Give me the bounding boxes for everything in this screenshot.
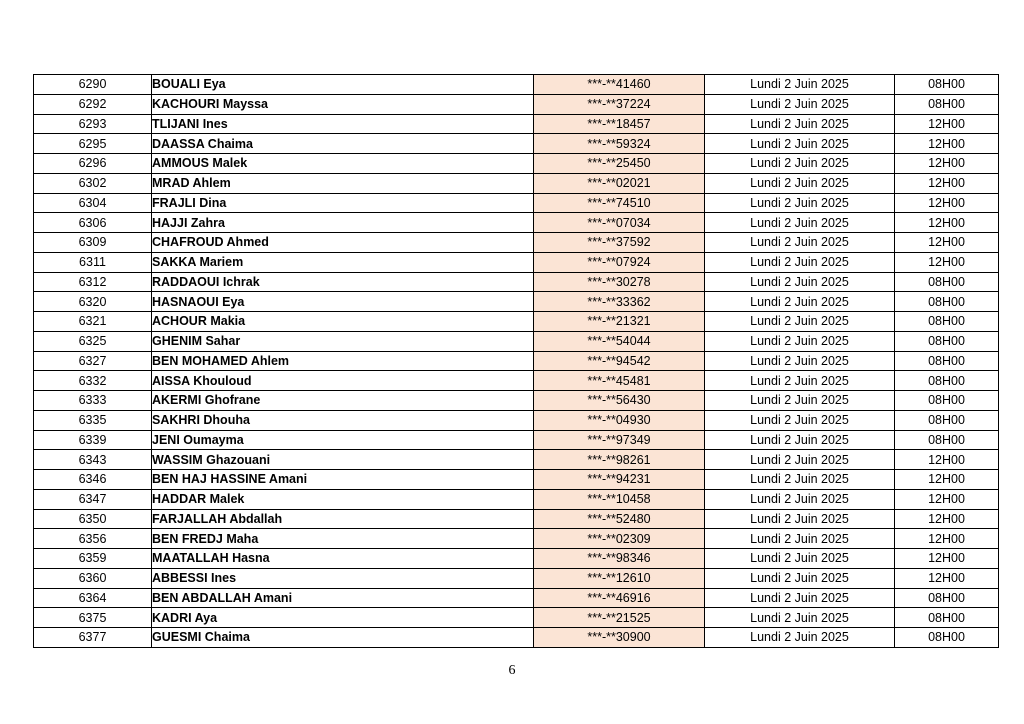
masked-id-cell: ***-**10458 <box>534 489 705 509</box>
table-row <box>34 292 999 312</box>
row-number-cell: 6327 <box>34 351 152 371</box>
masked-id-cell: ***-**97349 <box>534 430 705 450</box>
table-row <box>34 568 999 588</box>
exam-time-cell: 08H00 <box>895 391 999 411</box>
table-row <box>34 391 999 411</box>
masked-id-cell: ***-**25450 <box>534 154 705 174</box>
masked-id-cell: ***-**07034 <box>534 213 705 233</box>
exam-time-cell: 08H00 <box>895 272 999 292</box>
table-row <box>34 509 999 529</box>
row-number-cell: 6312 <box>34 272 152 292</box>
masked-id-cell: ***-**02021 <box>534 173 705 193</box>
exam-date-cell: Lundi 2 Juin 2025 <box>705 450 895 470</box>
exam-time-cell: 12H00 <box>895 509 999 529</box>
candidate-name-cell: DAASSA Chaima <box>152 134 534 154</box>
table-row <box>34 430 999 450</box>
exam-time-cell: 08H00 <box>895 292 999 312</box>
page-number: 6 <box>508 663 516 678</box>
exam-date-cell: Lundi 2 Juin 2025 <box>705 272 895 292</box>
candidate-name-cell: ABBESSI Ines <box>152 568 534 588</box>
exam-time-cell: 12H00 <box>895 114 999 134</box>
exam-date-cell: Lundi 2 Juin 2025 <box>705 252 895 272</box>
candidate-name-cell: JENI Oumayma <box>152 430 534 450</box>
exam-time-cell: 12H00 <box>895 173 999 193</box>
row-number-cell: 6293 <box>34 114 152 134</box>
exam-time-cell: 12H00 <box>895 233 999 253</box>
table-row <box>34 608 999 628</box>
candidate-name-cell: HAJJI Zahra <box>152 213 534 233</box>
row-number-cell: 6350 <box>34 509 152 529</box>
table-row <box>34 233 999 253</box>
candidate-name-cell: HADDAR Malek <box>152 489 534 509</box>
exam-time-cell: 08H00 <box>895 430 999 450</box>
table-row <box>34 193 999 213</box>
masked-id-cell: ***-**18457 <box>534 114 705 134</box>
exam-date-cell: Lundi 2 Juin 2025 <box>705 391 895 411</box>
row-number-cell: 6356 <box>34 529 152 549</box>
masked-id-cell: ***-**74510 <box>534 193 705 213</box>
row-number-cell: 6335 <box>34 410 152 430</box>
candidate-name-cell: SAKHRI Dhouha <box>152 410 534 430</box>
candidate-name-cell: ACHOUR Makia <box>152 312 534 332</box>
candidate-name-cell: MAATALLAH Hasna <box>152 549 534 569</box>
masked-id-cell: ***-**46916 <box>534 588 705 608</box>
row-number-cell: 6359 <box>34 549 152 569</box>
row-number-cell: 6290 <box>34 75 152 95</box>
table-row <box>34 94 999 114</box>
exam-date-cell: Lundi 2 Juin 2025 <box>705 213 895 233</box>
row-number-cell: 6375 <box>34 608 152 628</box>
masked-id-cell: ***-**30900 <box>534 628 705 648</box>
exam-date-cell: Lundi 2 Juin 2025 <box>705 114 895 134</box>
exam-time-cell: 12H00 <box>895 193 999 213</box>
table-row <box>34 331 999 351</box>
exam-date-cell: Lundi 2 Juin 2025 <box>705 608 895 628</box>
exam-date-cell: Lundi 2 Juin 2025 <box>705 75 895 95</box>
masked-id-cell: ***-**94542 <box>534 351 705 371</box>
table-row <box>34 470 999 490</box>
masked-id-cell: ***-**21321 <box>534 312 705 332</box>
row-number-cell: 6302 <box>34 173 152 193</box>
masked-id-cell: ***-**54044 <box>534 331 705 351</box>
exam-date-cell: Lundi 2 Juin 2025 <box>705 331 895 351</box>
table-row <box>34 410 999 430</box>
table-row <box>34 628 999 648</box>
exam-date-cell: Lundi 2 Juin 2025 <box>705 292 895 312</box>
exam-date-cell: Lundi 2 Juin 2025 <box>705 588 895 608</box>
row-number-cell: 6360 <box>34 568 152 588</box>
exam-date-cell: Lundi 2 Juin 2025 <box>705 568 895 588</box>
exam-date-cell: Lundi 2 Juin 2025 <box>705 470 895 490</box>
table-row <box>34 213 999 233</box>
table-row <box>34 588 999 608</box>
candidate-name-cell: CHAFROUD Ahmed <box>152 233 534 253</box>
candidate-name-cell: BOUALI Eya <box>152 75 534 95</box>
exam-date-cell: Lundi 2 Juin 2025 <box>705 410 895 430</box>
candidate-name-cell: HASNAOUI Eya <box>152 292 534 312</box>
exam-date-cell: Lundi 2 Juin 2025 <box>705 193 895 213</box>
exam-time-cell: 08H00 <box>895 75 999 95</box>
table-row <box>34 450 999 470</box>
row-number-cell: 6343 <box>34 450 152 470</box>
masked-id-cell: ***-**98261 <box>534 450 705 470</box>
roster-table <box>33 74 999 648</box>
row-number-cell: 6309 <box>34 233 152 253</box>
table-row <box>34 75 999 95</box>
exam-time-cell: 08H00 <box>895 351 999 371</box>
exam-date-cell: Lundi 2 Juin 2025 <box>705 233 895 253</box>
candidate-name-cell: GUESMI Chaima <box>152 628 534 648</box>
table-row <box>34 272 999 292</box>
exam-date-cell: Lundi 2 Juin 2025 <box>705 134 895 154</box>
candidate-name-cell: BEN MOHAMED Ahlem <box>152 351 534 371</box>
row-number-cell: 6296 <box>34 154 152 174</box>
exam-time-cell: 08H00 <box>895 371 999 391</box>
candidate-name-cell: RADDAOUI Ichrak <box>152 272 534 292</box>
table-row <box>34 154 999 174</box>
masked-id-cell: ***-**94231 <box>534 470 705 490</box>
exam-time-cell: 08H00 <box>895 331 999 351</box>
candidate-name-cell: BEN HAJ HASSINE Amani <box>152 470 534 490</box>
exam-date-cell: Lundi 2 Juin 2025 <box>705 312 895 332</box>
exam-time-cell: 12H00 <box>895 252 999 272</box>
masked-id-cell: ***-**07924 <box>534 252 705 272</box>
masked-id-cell: ***-**41460 <box>534 75 705 95</box>
candidate-name-cell: KADRI Aya <box>152 608 534 628</box>
candidate-name-cell: AKERMI Ghofrane <box>152 391 534 411</box>
candidate-name-cell: SAKKA Mariem <box>152 252 534 272</box>
table-row <box>34 312 999 332</box>
exam-time-cell: 08H00 <box>895 410 999 430</box>
exam-time-cell: 08H00 <box>895 588 999 608</box>
row-number-cell: 6377 <box>34 628 152 648</box>
candidate-name-cell: TLIJANI Ines <box>152 114 534 134</box>
exam-date-cell: Lundi 2 Juin 2025 <box>705 549 895 569</box>
masked-id-cell: ***-**21525 <box>534 608 705 628</box>
exam-date-cell: Lundi 2 Juin 2025 <box>705 371 895 391</box>
exam-time-cell: 12H00 <box>895 450 999 470</box>
exam-date-cell: Lundi 2 Juin 2025 <box>705 351 895 371</box>
candidate-name-cell: GHENIM Sahar <box>152 331 534 351</box>
row-number-cell: 6333 <box>34 391 152 411</box>
exam-date-cell: Lundi 2 Juin 2025 <box>705 628 895 648</box>
masked-id-cell: ***-**30278 <box>534 272 705 292</box>
row-number-cell: 6306 <box>34 213 152 233</box>
exam-date-cell: Lundi 2 Juin 2025 <box>705 94 895 114</box>
masked-id-cell: ***-**04930 <box>534 410 705 430</box>
table-row <box>34 489 999 509</box>
row-number-cell: 6346 <box>34 470 152 490</box>
row-number-cell: 6347 <box>34 489 152 509</box>
exam-time-cell: 08H00 <box>895 312 999 332</box>
masked-id-cell: ***-**37224 <box>534 94 705 114</box>
masked-id-cell: ***-**37592 <box>534 233 705 253</box>
candidate-name-cell: AMMOUS Malek <box>152 154 534 174</box>
row-number-cell: 6311 <box>34 252 152 272</box>
table-row <box>34 134 999 154</box>
exam-date-cell: Lundi 2 Juin 2025 <box>705 173 895 193</box>
row-number-cell: 6332 <box>34 371 152 391</box>
masked-id-cell: ***-**33362 <box>534 292 705 312</box>
row-number-cell: 6295 <box>34 134 152 154</box>
exam-time-cell: 08H00 <box>895 628 999 648</box>
candidate-name-cell: FARJALLAH Abdallah <box>152 509 534 529</box>
row-number-cell: 6292 <box>34 94 152 114</box>
table-row <box>34 529 999 549</box>
exam-date-cell: Lundi 2 Juin 2025 <box>705 430 895 450</box>
exam-time-cell: 12H00 <box>895 568 999 588</box>
exam-time-cell: 12H00 <box>895 529 999 549</box>
exam-date-cell: Lundi 2 Juin 2025 <box>705 509 895 529</box>
row-number-cell: 6339 <box>34 430 152 450</box>
candidate-name-cell: KACHOURI Mayssa <box>152 94 534 114</box>
table-row <box>34 114 999 134</box>
masked-id-cell: ***-**02309 <box>534 529 705 549</box>
exam-date-cell: Lundi 2 Juin 2025 <box>705 489 895 509</box>
exam-time-cell: 12H00 <box>895 154 999 174</box>
row-number-cell: 6321 <box>34 312 152 332</box>
exam-time-cell: 08H00 <box>895 94 999 114</box>
table-row <box>34 549 999 569</box>
candidate-name-cell: WASSIM Ghazouani <box>152 450 534 470</box>
candidate-name-cell: BEN FREDJ Maha <box>152 529 534 549</box>
exam-time-cell: 12H00 <box>895 470 999 490</box>
row-number-cell: 6325 <box>34 331 152 351</box>
masked-id-cell: ***-**52480 <box>534 509 705 529</box>
masked-id-cell: ***-**59324 <box>534 134 705 154</box>
exam-time-cell: 12H00 <box>895 489 999 509</box>
table-row <box>34 173 999 193</box>
table-row <box>34 351 999 371</box>
row-number-cell: 6320 <box>34 292 152 312</box>
masked-id-cell: ***-**56430 <box>534 391 705 411</box>
exam-time-cell: 12H00 <box>895 213 999 233</box>
candidate-name-cell: MRAD Ahlem <box>152 173 534 193</box>
row-number-cell: 6304 <box>34 193 152 213</box>
masked-id-cell: ***-**12610 <box>534 568 705 588</box>
exam-time-cell: 12H00 <box>895 134 999 154</box>
candidate-name-cell: AISSA Khouloud <box>152 371 534 391</box>
exam-time-cell: 08H00 <box>895 608 999 628</box>
masked-id-cell: ***-**45481 <box>534 371 705 391</box>
candidate-name-cell: FRAJLI Dina <box>152 193 534 213</box>
row-number-cell: 6364 <box>34 588 152 608</box>
table-row <box>34 371 999 391</box>
masked-id-cell: ***-**98346 <box>534 549 705 569</box>
exam-time-cell: 12H00 <box>895 549 999 569</box>
table-row <box>34 252 999 272</box>
exam-date-cell: Lundi 2 Juin 2025 <box>705 529 895 549</box>
exam-date-cell: Lundi 2 Juin 2025 <box>705 154 895 174</box>
candidate-name-cell: BEN ABDALLAH Amani <box>152 588 534 608</box>
roster-table-body <box>34 75 999 648</box>
